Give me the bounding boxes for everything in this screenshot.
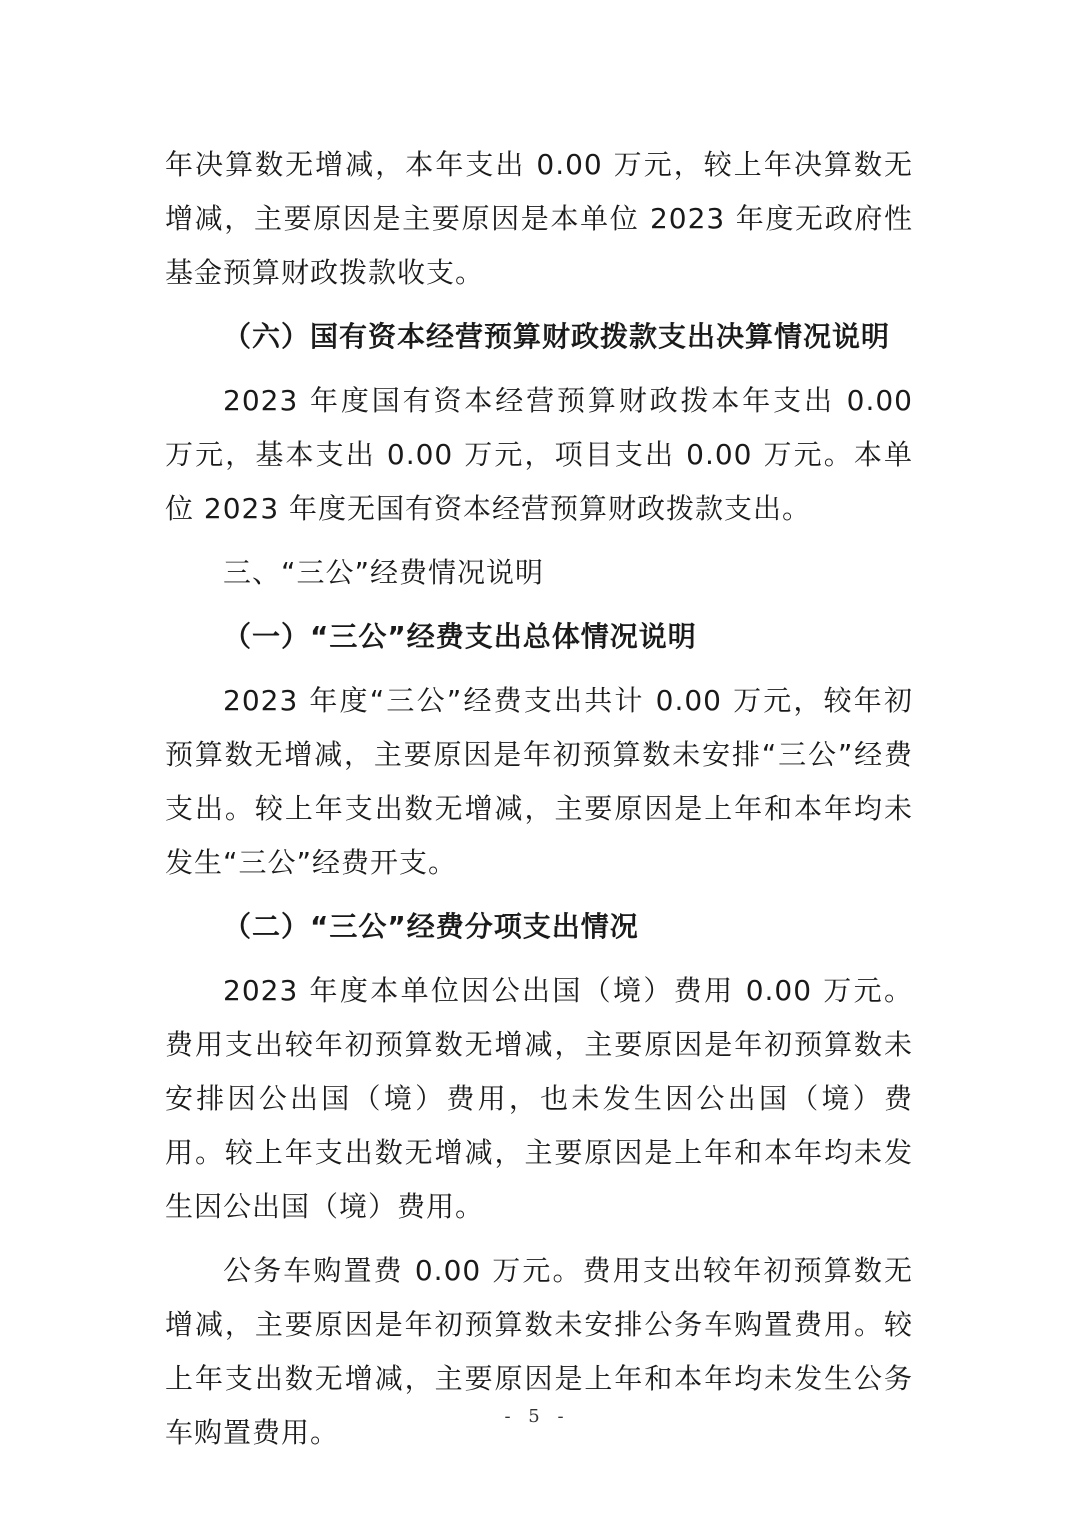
document-body bbox=[165, 138, 913, 1460]
heading-overall-expenses: （一）“三公”经费支出总体情况说明 bbox=[223, 620, 697, 653]
heading-three-public-expenses: 三、“三公”经费情况说明 bbox=[223, 556, 545, 589]
paragraph-overall-expenses: 2023 年度“三公”经费支出共计 0.00 万元，较年初预算数无增减，主要原因是年初预算数未安排“三公”经费支出。较上年支出数无增减，主要原因是上年和本年均未发生“三公”经费开支。 bbox=[165, 684, 913, 879]
paragraph-state-capital-budget: 2023 年度国有资本经营预算财政拨本年支出 0.00 万元，基本支出 0.00 万元，项目支出 0.00 万元。本单位 2023 年度无国有资本经营预算财政拨款支出。 bbox=[165, 384, 913, 525]
heading-itemized-expenses: （二）“三公”经费分项支出情况 bbox=[223, 910, 639, 943]
heading-state-capital-budget: （六）国有资本经营预算财政拨款支出决算情况说明 bbox=[223, 320, 891, 353]
paragraph-overseas-travel: 2023 年度本单位因公出国（境）费用 0.00 万元。费用支出较年初预算数无增减，主要原因是年初预算数未安排因公出国（境）费用，也未发生因公出国（境）费用。较上年支出数无增减，主要原因是上年和本年均未发生因公出国（境）费用。 bbox=[165, 974, 913, 1223]
page-number: - 5 - bbox=[504, 1406, 570, 1427]
paragraph-vehicle-purchase: 公务车购置费 0.00 万元。费用支出较年初预算数无增减，主要原因是年初预算数未安排公务车购置费用。较上年支出数无增减，主要原因是上年和本年均未发生公务车购置费用。 bbox=[165, 1254, 913, 1449]
paragraph-continued: 年决算数无增减，本年支出 0.00 万元，较上年决算数无增减，主要原因是主要原因是本单位 2023 年度无政府性基金预算财政拨款收支。 bbox=[165, 148, 913, 289]
